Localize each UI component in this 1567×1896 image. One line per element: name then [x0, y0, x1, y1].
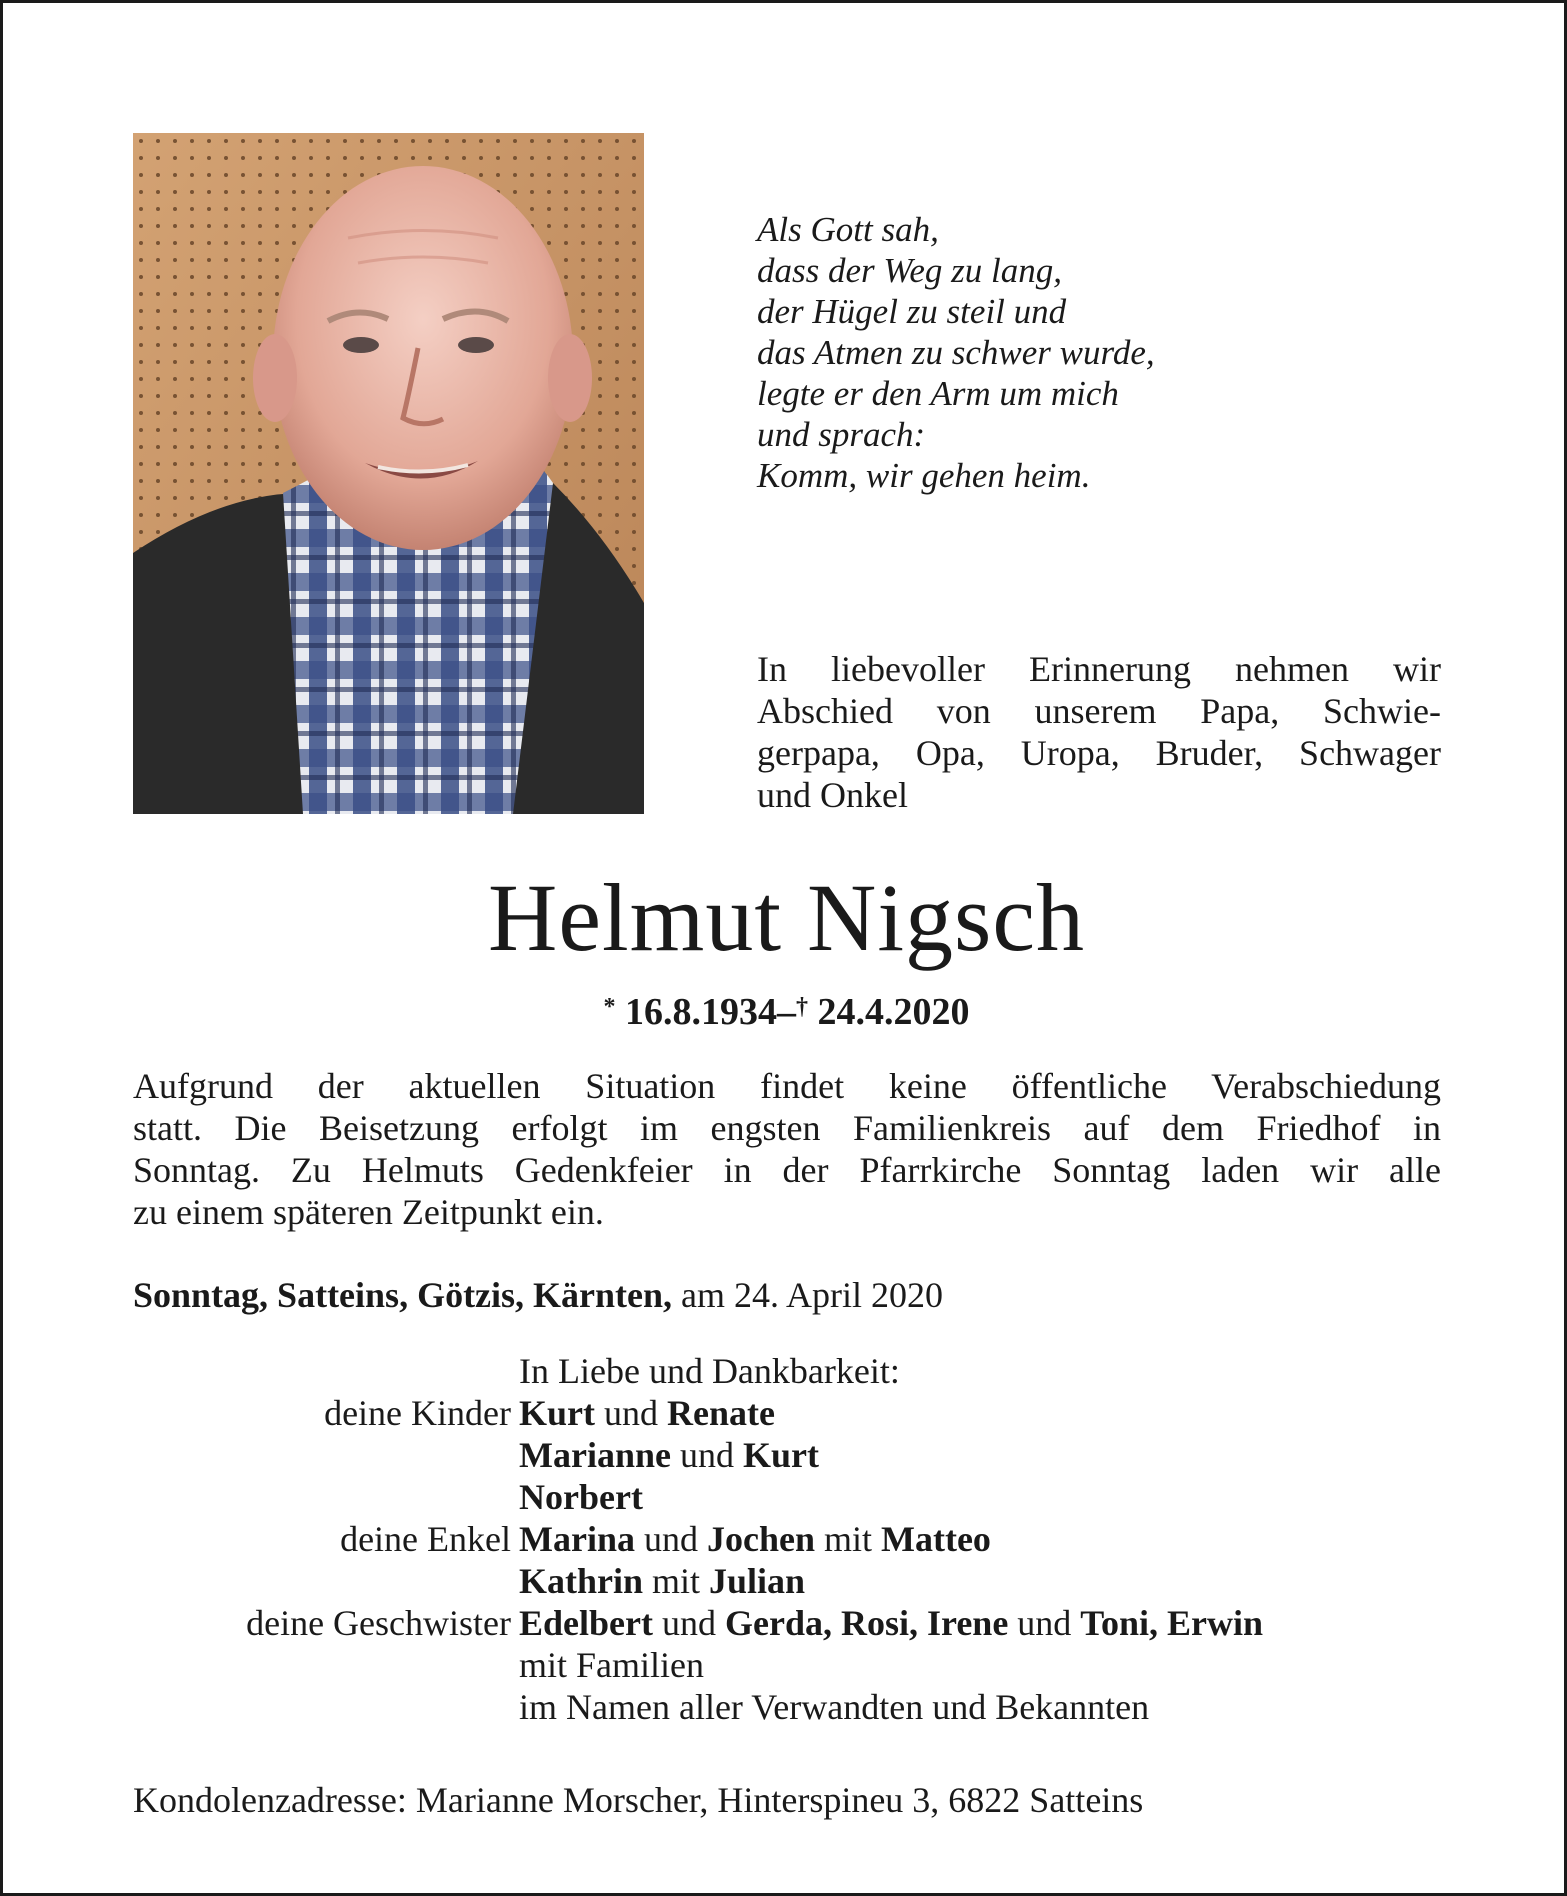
kinder-row: deine Kinder Kurt und Renate	[133, 1392, 1441, 1434]
intro-text	[757, 648, 1441, 816]
poem-line: dass der Weg zu lang,	[757, 251, 1062, 290]
closing-text: im Namen aller Verwandten und Bekannten	[519, 1687, 1150, 1727]
geschwister-row: deine Geschwister Edelbert und Gerda, Rosi, Irene und Toni, Erwin	[133, 1602, 1441, 1644]
place-date-line	[133, 1274, 1441, 1316]
places: Sonntag, Satteins, Götzis, Kärnten,	[133, 1275, 673, 1315]
poem-line: das Atmen zu schwer wurde,	[757, 333, 1155, 372]
mourner-name: Edelbert	[519, 1603, 653, 1643]
mourner-name: Jochen	[706, 1519, 815, 1559]
enkel-row: deine Enkel Marina und Jochen mit Matteo	[133, 1518, 1441, 1560]
mourner-name: Marianne	[519, 1435, 671, 1475]
enkel-row: Kathrin mit Julian	[519, 1561, 806, 1601]
kinder-row: Marianne und Kurt	[519, 1435, 819, 1475]
announcement-line: statt. Die Beisetzung erfolgt im engsten Familienkreis auf dem Friedhof in	[133, 1108, 1441, 1148]
intro-line: und Onkel	[757, 775, 908, 815]
condolence-address: Kondolenzadresse: Marianne Morscher, Hinterspineu 3, 6822 Satteins	[133, 1780, 1144, 1820]
death-symbol: †	[796, 994, 808, 1020]
intro-line: gerpapa, Opa, Uropa, Bruder, Schwager	[757, 733, 1441, 773]
announcement-line: zu einem späteren Zeitpunkt ein.	[133, 1192, 604, 1232]
deceased-name: Helmut Nigsch	[488, 864, 1085, 971]
birth-symbol: *	[603, 994, 616, 1020]
poem-line: Als Gott sah,	[757, 210, 939, 249]
mourners-list	[133, 1350, 1441, 1728]
birth-date: 16.8.1934	[625, 991, 777, 1033]
poem	[757, 209, 1457, 496]
poem-line: der Hügel zu steil und	[757, 292, 1067, 331]
death-date: 24.4.2020	[817, 991, 970, 1033]
mourner-name: Toni, Erwin	[1080, 1603, 1264, 1643]
mourner-name: Kurt	[742, 1435, 819, 1475]
mourner-name: Kurt	[519, 1393, 595, 1433]
announcement-line: Aufgrund der aktuellen Situation findet keine öffentliche Verabschiedung	[133, 1066, 1441, 1106]
date-separator: –	[777, 991, 796, 1033]
mourner-name: Marina	[519, 1519, 635, 1559]
mourner-name: Matteo	[881, 1519, 991, 1559]
poem-line: Komm, wir gehen heim.	[757, 456, 1091, 495]
announcement-text	[133, 1065, 1441, 1233]
intro-line: Abschied von unserem Papa, Schwie-	[757, 691, 1441, 731]
kinder-label: deine Kinder	[324, 1393, 511, 1433]
mourner-name: Norbert	[519, 1477, 643, 1517]
announcement-line: Sonntag. Zu Helmuts Gedenkfeier in der Pfarrkirche Sonntag laden wir alle	[133, 1150, 1441, 1190]
mourner-name: Renate	[667, 1393, 775, 1433]
portrait-photo	[133, 133, 644, 814]
mourner-name: Kathrin	[519, 1561, 644, 1601]
familien-row	[133, 1644, 1441, 1686]
poem-line: und sprach:	[757, 415, 926, 454]
intro-line: In liebevoller Erinnerung nehmen wir	[757, 649, 1441, 689]
closing-row	[133, 1686, 1441, 1728]
mourners-heading-row	[133, 1350, 1441, 1392]
mourner-name: Gerda, Rosi, Irene	[724, 1603, 1009, 1643]
mourner-name: Julian	[709, 1561, 806, 1601]
familien-text: mit Familien	[519, 1645, 704, 1685]
life-dates	[3, 985, 1567, 1034]
poem-line: legte er den Arm um mich	[757, 374, 1119, 413]
mourners-heading: In Liebe und Dankbarkeit:	[519, 1351, 900, 1391]
kinder-row	[133, 1476, 1441, 1518]
announcement-date: am 24. April 2020	[681, 1275, 944, 1315]
enkel-label: deine Enkel	[340, 1519, 511, 1559]
geschwister-label: deine Geschwister	[246, 1603, 511, 1643]
